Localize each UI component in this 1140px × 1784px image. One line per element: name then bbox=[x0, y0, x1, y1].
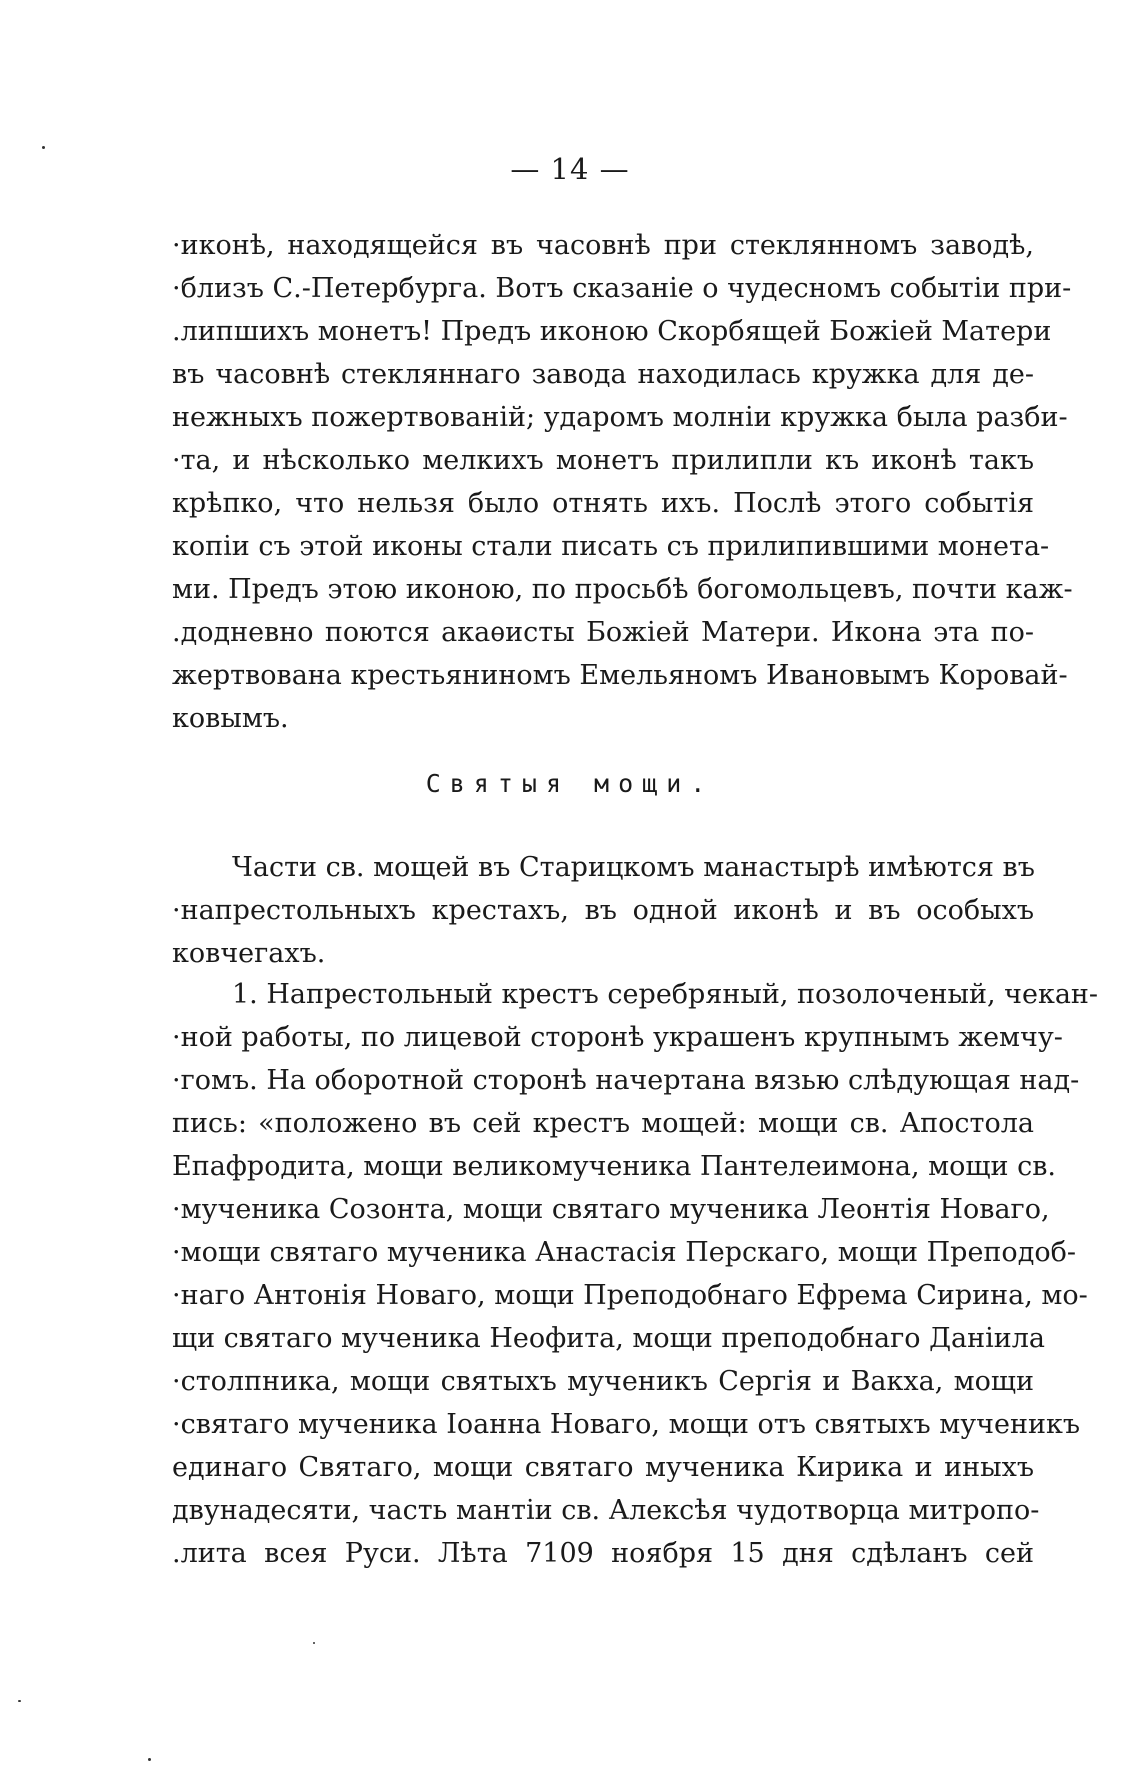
text-line: 1. Напрестольный крестъ серебряный, позолоченый, чекан- bbox=[232, 979, 1099, 1010]
text-line: ·святаго мученика Іоанна Новаго, мощи отъ святыхъ мученикъ bbox=[172, 1409, 1080, 1440]
text-line: ковымъ. bbox=[172, 703, 289, 734]
paragraph-relics-intro bbox=[172, 846, 1034, 975]
text-line: жертвована крестьяниномъ Емельяномъ Ивановымъ Коровай- bbox=[172, 660, 1068, 691]
text-line: щи святаго мученика Неофита, мощи преподобнаго Даніила bbox=[172, 1323, 1046, 1354]
text-line: ·близъ С.-Петербурга. Вотъ сказаніе о чудесномъ событіи при- bbox=[172, 273, 1072, 304]
text-line: ·наго Антонія Новаго, мощи Преподобнаго Ефрема Сирина, мо- bbox=[172, 1280, 1088, 1311]
text-line: единаго Святаго, мощи святаго мученика Кирика и иныхъ bbox=[172, 1452, 1034, 1483]
text-line: ·та, и нѣсколько мелкихъ монетъ прилипли къ иконѣ такъ bbox=[172, 445, 1034, 476]
scan-speck bbox=[42, 146, 45, 149]
text-line: копіи съ этой иконы стали писать съ прилипившими монета- bbox=[172, 531, 1050, 562]
text-line: ·мученика Созонта, мощи святаго мученика Леонтія Новаго, bbox=[172, 1194, 1050, 1225]
text-line: нежныхъ пожертвованій; ударомъ молніи кружка была разби- bbox=[172, 402, 1068, 433]
text-line: ·гомъ. На оборотной сторонѣ начертана вязью слѣдующая над- bbox=[172, 1065, 1080, 1096]
text-line: .лита всея Руси. Лѣта 7109 ноября 15 дня сдѣланъ сей bbox=[172, 1538, 1034, 1569]
text-line: пись: «положено въ сей крестъ мощей: мощи св. Апостола bbox=[172, 1108, 1034, 1139]
text-line: Епафродита, мощи великомученика Пантелеимона, мощи св. bbox=[172, 1151, 1056, 1182]
scan-speck bbox=[148, 1758, 151, 1761]
scan-speck bbox=[313, 1642, 315, 1644]
text-line: въ часовнѣ стекляннаго завода находилась кружка для де- bbox=[172, 359, 1034, 390]
text-line: крѣпко, что нельзя было отнять ихъ. Послѣ этого событія bbox=[172, 488, 1034, 519]
scan-speck bbox=[18, 1700, 21, 1702]
section-heading: Святыя мощи. bbox=[425, 769, 715, 798]
text-line: ·напрестольныхъ крестахъ, въ одной иконѣ и въ особыхъ bbox=[172, 895, 1034, 926]
text-line: ·мощи святаго мученика Анастасія Перскаго, мощи Преподоб- bbox=[172, 1237, 1076, 1268]
paragraph-icon-story bbox=[172, 224, 1073, 740]
text-line: .додневно поются акаѳисты Божіей Матери. Икона эта по- bbox=[172, 617, 1034, 648]
paragraph-altar-cross bbox=[172, 973, 1099, 1575]
text-line: ·иконѣ, находящейся въ часовнѣ при стеклянномъ заводѣ, bbox=[172, 230, 1034, 261]
text-line: ковчегахъ. bbox=[172, 938, 326, 969]
text-line: ·ной работы, по лицевой сторонѣ украшенъ крупнымъ жемчу- bbox=[172, 1022, 1063, 1053]
text-line: .липшихъ монетъ! Предъ иконою Скорбящей Божіей Матери bbox=[172, 316, 1052, 347]
text-line: Части св. мощей въ Старицкомъ манастырѣ имѣются въ bbox=[232, 852, 1035, 883]
text-line: ми. Предъ этою иконою, по просьбѣ богомольцевъ, почти каж- bbox=[172, 574, 1073, 605]
text-line: ·столпника, мощи святыхъ мученикъ Сергія и Вакха, мощи bbox=[172, 1366, 1034, 1397]
text-line: двунадесяти, часть мантіи св. Алексѣя чудотворца митропо- bbox=[172, 1495, 1040, 1526]
page-number: — 14 — bbox=[510, 152, 630, 186]
